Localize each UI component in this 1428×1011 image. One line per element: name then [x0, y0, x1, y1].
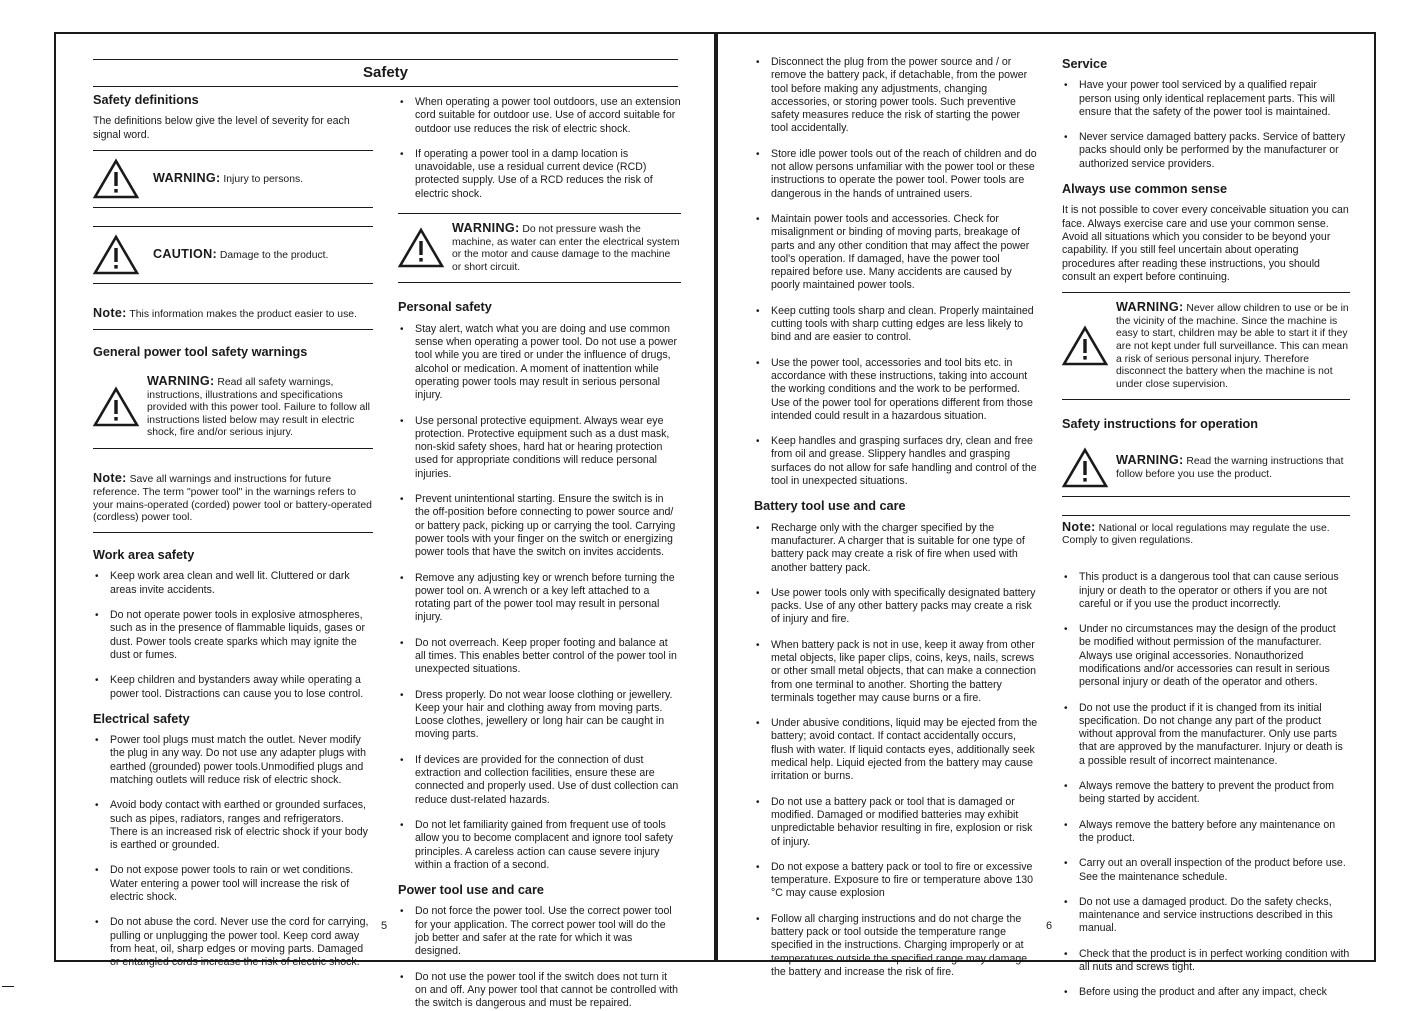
list-item: • Do not expose a battery pack or tool to fire or excessive temperature. Exposure to fire or temperature above 130 °C may cause explosion	[754, 861, 1038, 901]
service-heading: Service	[1062, 57, 1108, 71]
general-note	[93, 467, 373, 533]
warning-signal-word: WARNING:	[1116, 300, 1184, 315]
caution-definition-callout	[93, 226, 373, 284]
personal-safety-heading: Personal safety	[398, 300, 492, 315]
list-item: • This product is a dangerous tool that can cause serious injury or death to the operator or others if you are not careful or if you use the product incorrectly.	[1062, 571, 1350, 611]
list-item: • Prevent unintentional starting. Ensure the switch is in the off-position before connecting to power source and/ or battery pack, picking up or carrying the tool. Carrying power tools with your finger on the switch or energizing power tools that have the switch on invites accidents.	[398, 493, 681, 559]
list-item: • Maintain power tools and accessories. Check for misalignment or binding of moving parts, breakage of parts and any other condition that may affect the power tool's operation. If damaged, have the power tool repaired before use. Many accidents are caused by poorly maintained power tools.	[754, 213, 1038, 293]
warning-signal-word: WARNING:	[1116, 453, 1184, 468]
list-item: • Power tool plugs must match the outlet. Never modify the plug in any way. Do not use any adapter plugs with earthed (grounded) power tools.Unmodified plugs and matching outlets will reduce risk of electric shock.	[93, 734, 373, 787]
list-item: • Under no circumstances may the design of the product be modified without permission of the manufacturer. Always use original accessories. Nonauthorized modifications and/or accessories can result in serious personal injury or death of the operator and others.	[1062, 623, 1350, 689]
general-warnings-heading: General power tool safety warnings	[93, 344, 308, 359]
list-item: • Carry out an overall inspection of the product before use. See the maintenance schedule.	[1062, 857, 1350, 884]
list-item: • Have your power tool serviced by a qualified repair person using only identical replacement parts. This will ensure that the safety of the power tool is maintained.	[1062, 79, 1350, 119]
list-item: • Do not force the power tool. Use the correct power tool for your application. The correct power tool will do the job better and safer at the rate for which it was designed.	[398, 905, 681, 958]
electrical-list	[93, 734, 373, 969]
page-number-left: 5	[381, 920, 388, 932]
warning-triangle-icon	[1062, 448, 1108, 488]
electrical-heading: Electrical safety	[93, 711, 190, 726]
list-item: • Before using the product and after any impact, check	[1062, 986, 1350, 999]
operation-heading: Safety instructions for operation	[1062, 417, 1258, 432]
list-item: • Dress properly. Do not wear loose clothing or jewellery. Keep your hair and clothing away from moving parts. Loose clothes, jewellery or long hair can be caught in moving parts.	[398, 689, 681, 742]
children-warning-text: Never allow children to use or be in the vicinity of the machine. Since the machine is easy to start, children may be able to start it if they are not kept under full surveillance. This can mean a risk of serious personal injury. Therefore disconnect the battery when the machine is not under close supervision.	[1116, 303, 1349, 390]
power-tool-use-heading: Power tool use and care	[398, 883, 544, 898]
list-item: • When operating a power tool outdoors, use an extension cord suitable for outdoor use. Use of accord suitable for outdoor use reduces the risk of electric shock.	[398, 96, 681, 136]
list-item: • Keep children and bystanders away while operating a power tool. Distractions can cause you to lose control.	[93, 674, 373, 701]
note-signal-word: Note:	[93, 470, 127, 485]
safety-definitions-intro: The definitions below give the level of severity for each signal word.	[93, 115, 350, 141]
electrical-continued-list	[398, 96, 681, 201]
list-item: • Never service damaged battery packs. Service of battery packs should only be performed by the manufacturer or authorized service providers.	[1062, 131, 1350, 171]
power-tool-use-list	[398, 905, 681, 1010]
list-item: • Recharge only with the charger specified by the manufacturer. A charger that is suitable for one type of battery pack may create a risk of fire when used with another battery pack.	[754, 522, 1038, 575]
page-title: Safety	[362, 64, 409, 81]
warning-definition-text: Injury to persons.	[223, 173, 304, 185]
service-list	[1062, 79, 1350, 171]
list-item: • Use personal protective equipment. Always wear eye protection. Protective equipment such as a dust mask, non-skid safety shoes, hard hat or hearing protection used for appropriate conditions will reduce personal injuries.	[398, 415, 681, 481]
list-item: • Do not use the product if it is changed from its initial specification. Do not change any part of the product without approval from the manufacturer. Only use parts that are approved by the manufacturer. Injury or death is a possible result of incorrect maintenance.	[1062, 702, 1350, 768]
list-item: • Store idle power tools out of the reach of children and do not allow persons unfamiliar with the power tool or these instructions to operate the power tool. Power tools are dangerous in the hands of untrained users.	[754, 148, 1038, 201]
list-item: • Under abusive conditions, liquid may be ejected from the battery; avoid contact. If contact accidentally occurs, flush with water. If liquid contacts eyes, additionally seek medical help. Liquid ejected from the battery may cause irritation or burns.	[754, 717, 1038, 783]
warning-triangle-icon	[398, 228, 444, 268]
warning-signal-word: WARNING:	[147, 373, 215, 388]
caution-definition-text: Damage to the product.	[219, 249, 329, 261]
work-area-heading: Work area safety	[93, 548, 195, 563]
operation-list	[1062, 571, 1350, 999]
list-item: • Check that the product is in perfect working condition with all nuts and screws tight.	[1062, 948, 1350, 975]
crop-mark	[2, 986, 14, 987]
warning-definition-callout	[93, 150, 373, 208]
caution-triangle-icon	[93, 235, 139, 275]
list-item: • Disconnect the plug from the power source and / or remove the battery pack, if detachable, from the power tool before making any adjustments, changing accessories, or storing power tools. Such preventive safety measures reduce the risk of starting the power tool accidentally.	[754, 56, 1038, 136]
list-item: • Use power tools only with specifically designated battery packs. Use of any other battery packs may create a risk of injury and fire.	[754, 587, 1038, 627]
general-warning-callout	[93, 367, 373, 449]
operation-note-text: National or local regulations may regulate the use. Comply to given regulations.	[1062, 522, 1330, 547]
list-item: • Remove any adjusting key or wrench before turning the power tool on. A wrench or a key left attached to a rotating part of the power tool may result in personal injury.	[398, 572, 681, 625]
list-item: • Keep work area clean and well lit. Cluttered or dark areas invite accidents.	[93, 570, 373, 597]
list-item: • Follow all charging instructions and do not charge the battery pack or tool outside the temperature range specified in the instructions. Charging improperly or at temperatures outside the specified range may damage the battery and increase the risk of fire.	[754, 913, 1038, 979]
warning-triangle-icon	[93, 159, 139, 199]
caution-signal-word: CAUTION:	[153, 246, 217, 261]
list-item: • Do not abuse the cord. Never use the cord for carrying, pulling or unplugging the power tool. Keep cord away from heat, oil, sharp edges or moving parts. Damaged or entangled cords increase the risk of electric shock.	[93, 916, 373, 969]
children-warning-callout	[1062, 292, 1350, 400]
warning-signal-word: WARNING:	[153, 170, 221, 185]
note-definition-text: This information makes the product easier to use.	[129, 308, 357, 320]
general-warning-text: Read all safety warnings, instructions, illustrations and specifications provided with this power tool. Failure to follow all instructions listed below may result in electric shock, fire and/or serious injury.	[147, 376, 370, 439]
note-signal-word: Note:	[93, 305, 127, 320]
list-item: • If operating a power tool in a damp location is unavoidable, use a residual current device (RCD) protected supply. Use of a RCD reduces the risk of electric shock.	[398, 148, 681, 201]
warning-triangle-icon	[93, 387, 139, 427]
list-item: • Keep handles and grasping surfaces dry, clean and free from oil and grease. Slippery handles and grasping surfaces do not allow for safe handling and control of the tool in unexpected situations.	[754, 435, 1038, 488]
work-area-list	[93, 570, 373, 700]
list-item: • When battery pack is not in use, keep it away from other metal objects, like paper clips, coins, keys, nails, screws or other small metal objects, that can make a connection from one terminal to another. Shorting the battery terminals together may cause burns or a fire.	[754, 639, 1038, 705]
operation-warning-callout	[1062, 440, 1350, 497]
list-item: • Always remove the battery before any maintenance on the product.	[1062, 819, 1350, 846]
left-page-column-1	[93, 56, 373, 969]
list-item: • Always remove the battery to prevent the product from being started by accident.	[1062, 780, 1350, 807]
power-tool-use-continued-list	[754, 56, 1038, 488]
list-item: • Avoid body contact with earthed or grounded surfaces, such as pipes, radiators, ranges and refrigerators. There is an increased risk of electric shock if your body is earthed or grounded.	[93, 799, 373, 852]
right-page-column-1	[754, 56, 1038, 978]
battery-list	[754, 522, 1038, 980]
common-sense-text: It is not possible to cover every conceivable situation you can face. Always exercise care and use your common sense. Avoid all situations which you consider to be beyond your capability. If you still feel uncertain about operating procedures after reading these instructions, you should consult an expert before continuing.	[1062, 204, 1349, 283]
safety-definitions-heading: Safety definitions	[93, 93, 199, 107]
list-item: • Stay alert, watch what you are doing and use common sense when operating a power tool. Do not use a power tool while you are tired or under the influence of drugs, alcohol or medication. A moment of inattention while operating power tools may result in serious personal injury.	[398, 323, 681, 403]
note-signal-word: Note:	[1062, 519, 1096, 534]
warning-triangle-icon	[1062, 326, 1108, 366]
list-item: • Keep cutting tools sharp and clean. Properly maintained cutting tools with sharp cutting edges are less likely to bind and are easier to control.	[754, 305, 1038, 345]
left-page-column-2	[398, 96, 681, 1010]
operation-warning-text: Read the warning instructions that follow before you use the product.	[1116, 456, 1344, 480]
list-item: • Use the power tool, accessories and tool bits etc. in accordance with these instructions, taking into account the working conditions and the work to be performed. Use of the power tool for operations different from those intended could result in a hazardous situation.	[754, 357, 1038, 423]
note-definition	[93, 302, 373, 330]
personal-safety-list	[398, 323, 681, 872]
list-item: • Do not overreach. Keep proper footing and balance at all times. This enables better control of the power tool in unexpected situations.	[398, 637, 681, 677]
operation-note	[1062, 515, 1350, 556]
warning-signal-word: WARNING:	[452, 221, 520, 236]
common-sense-heading: Always use common sense	[1062, 182, 1228, 197]
pressure-wash-warning-text: Do not pressure wash the machine, as water can enter the electrical system or the motor and cause damage to the machine or short circuit.	[452, 224, 680, 273]
list-item: • Do not use a battery pack or tool that is damaged or modified. Damaged or modified batteries may exhibit unpredictable behavior resulting in fire, explosion or risk of injury.	[754, 796, 1038, 849]
list-item: • Do not operate power tools in explosive atmospheres, such as in the presence of flammable liquids, gases or dust. Power tools create sparks which may ignite the dust or fumes.	[93, 609, 373, 662]
right-page-column-2	[1062, 56, 1350, 999]
pressure-wash-warning-callout	[398, 213, 681, 283]
list-item: • If devices are provided for the connection of dust extraction and collection facilities, ensure these are connected and properly used. Use of dust collection can reduce dust-related hazards.	[398, 754, 681, 807]
list-item: • Do not let familiarity gained from frequent use of tools allow you to become complacent and ignore tool safety principles. A careless action can cause severe injury within a fraction of a second.	[398, 819, 681, 872]
general-note-text: Save all warnings and instructions for future reference. The term "power tool" in the warnings refers to your mains-operated (corded) power tool or battery-operated (cordless) power tool.	[93, 473, 372, 524]
battery-heading: Battery tool use and care	[754, 499, 906, 514]
list-item: • Do not use a damaged product. Do the safety checks, maintenance and service instructions described in this manual.	[1062, 896, 1350, 936]
list-item: • Do not expose power tools to rain or wet conditions. Water entering a power tool will increase the risk of electric shock.	[93, 864, 373, 904]
page-number-right: 6	[1046, 920, 1053, 932]
list-item: • Do not use the power tool if the switch does not turn it on and off. Any power tool that cannot be controlled with the switch is dangerous and must be repaired.	[398, 971, 681, 1011]
